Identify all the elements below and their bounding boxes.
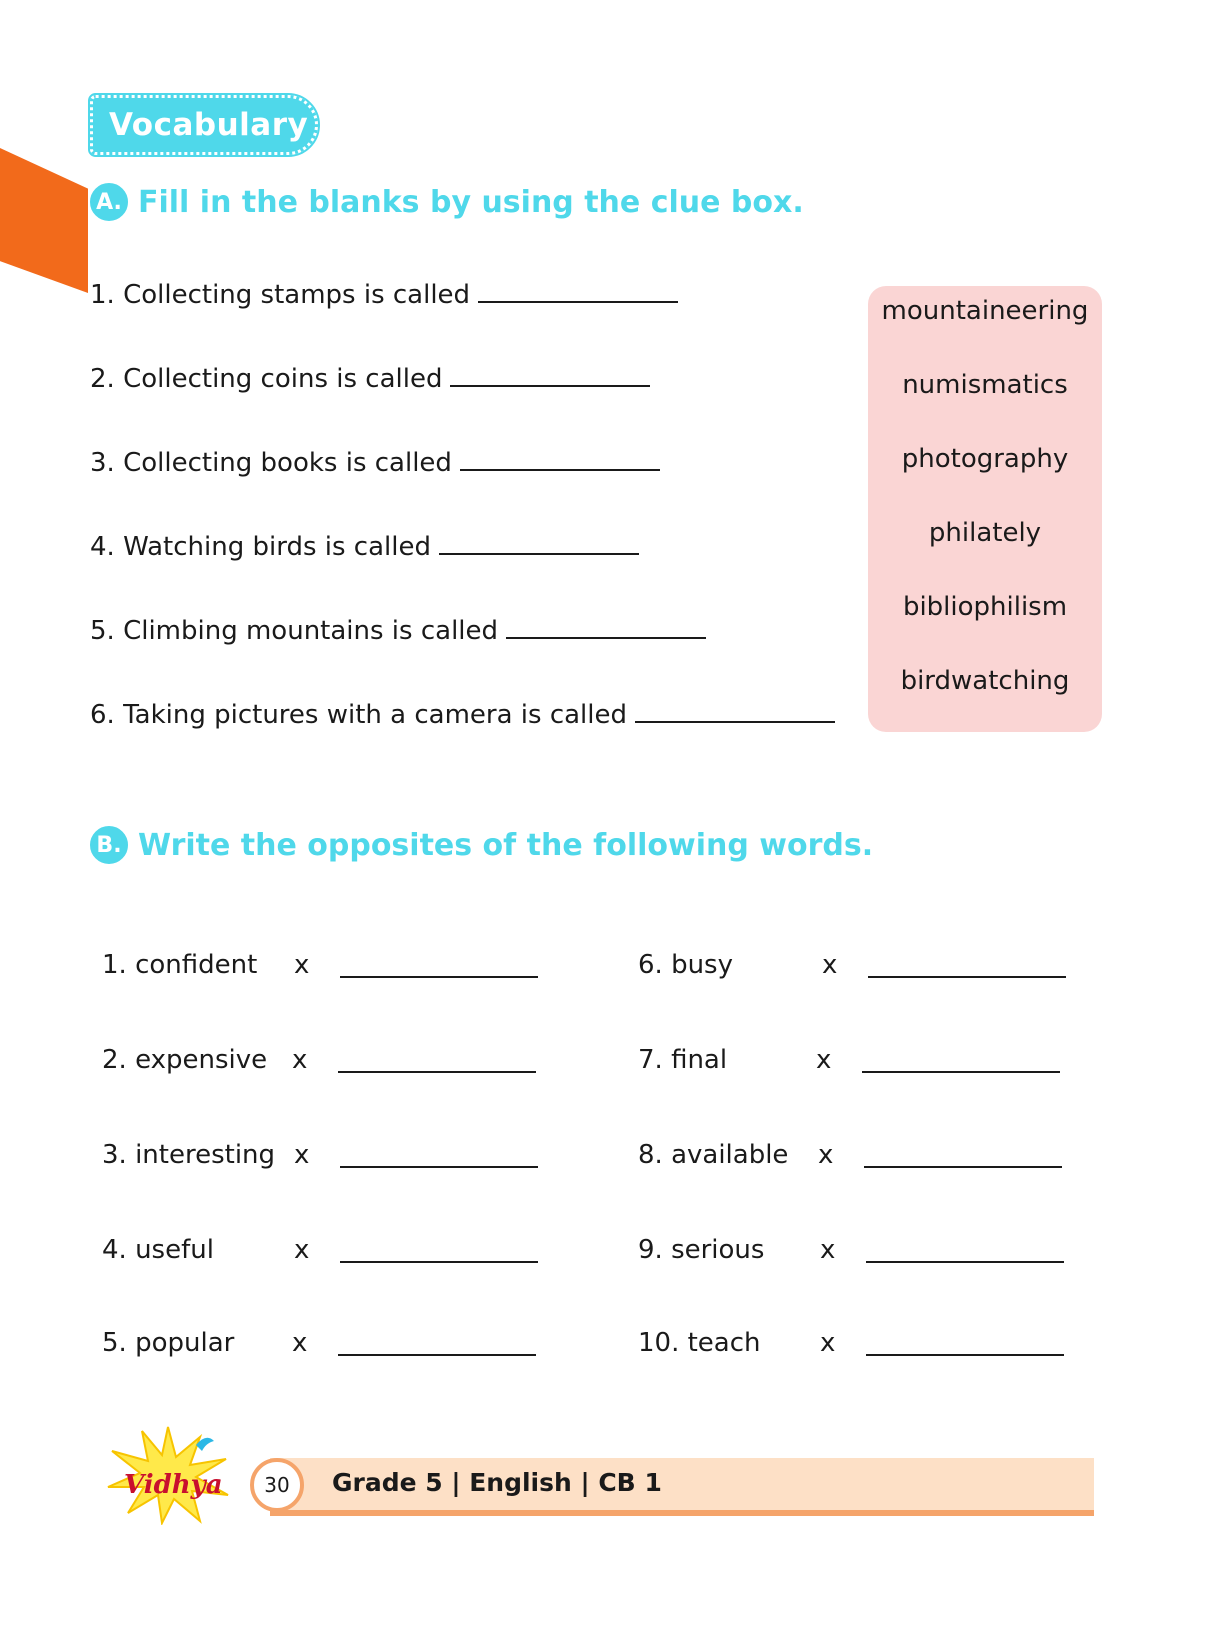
opposite-x: x <box>294 1235 310 1265</box>
answer-blank[interactable] <box>868 976 1066 978</box>
answer-blank[interactable] <box>338 1071 536 1073</box>
section-a-heading <box>90 183 804 221</box>
opposite-x: x <box>820 1235 836 1265</box>
clue-word: bibliophilism <box>902 592 1068 622</box>
vocabulary-label: Vocabulary <box>109 107 309 143</box>
section-b-title: Write the opposites of the following words. <box>138 827 874 863</box>
opposite-x: x <box>820 1328 836 1358</box>
answer-blank[interactable] <box>864 1166 1062 1168</box>
clue-word: mountaineering <box>881 296 1089 326</box>
fill-item-4 <box>90 532 639 562</box>
answer-blank[interactable] <box>340 1166 538 1168</box>
clue-word: photography <box>901 444 1069 474</box>
section-a-title: Fill in the blanks by using the clue box. <box>138 184 804 220</box>
answer-blank[interactable] <box>478 281 678 303</box>
fill-item-6 <box>90 700 835 730</box>
opposite-word: 2. expensive <box>102 1045 268 1075</box>
section-b-heading <box>90 826 873 864</box>
opposite-word: 10. teach <box>638 1328 761 1358</box>
clue-word: philately <box>928 518 1042 548</box>
fill-item-3 <box>90 448 660 478</box>
answer-blank[interactable] <box>866 1261 1064 1263</box>
opposite-word: 6. busy <box>638 950 733 980</box>
opposite-word: 3. interesting <box>102 1140 276 1170</box>
opposite-x: x <box>294 1140 310 1170</box>
opposite-x: x <box>818 1140 834 1170</box>
corner-tab-decoration <box>0 148 88 293</box>
answer-blank[interactable] <box>338 1354 536 1356</box>
opposite-x: x <box>816 1045 832 1075</box>
answer-blank[interactable] <box>439 533 639 555</box>
fill-item-text: 1. Collecting stamps is called <box>90 280 471 310</box>
opposite-x: x <box>292 1328 308 1358</box>
opposite-word: 7. final <box>638 1045 728 1075</box>
opposite-x: x <box>822 950 838 980</box>
fill-item-5 <box>90 616 706 646</box>
clue-word: numismatics <box>902 370 1068 400</box>
opposite-x: x <box>292 1045 308 1075</box>
opposite-word: 1. confident <box>102 950 258 980</box>
footer-text: Grade 5 | English | CB 1 <box>332 1468 662 1497</box>
fill-item-2 <box>90 364 650 394</box>
answer-blank[interactable] <box>862 1071 1060 1073</box>
answer-blank[interactable] <box>340 976 538 978</box>
opposite-word: 9. serious <box>638 1235 765 1265</box>
fill-item-text: 6. Taking pictures with a camera is called <box>90 700 627 730</box>
answer-blank[interactable] <box>450 365 650 387</box>
opposite-word: 5. popular <box>102 1328 235 1358</box>
vocabulary-badge <box>90 95 318 155</box>
answer-blank[interactable] <box>340 1261 538 1263</box>
page-number: 30 <box>250 1458 304 1512</box>
section-b-letter-icon: B. <box>90 826 128 864</box>
fill-item-text: 3. Collecting books is called <box>90 448 452 478</box>
opposite-x: x <box>294 950 310 980</box>
fill-item-text: 5. Climbing mountains is called <box>90 616 499 646</box>
fill-item-1 <box>90 280 678 310</box>
clue-word: birdwatching <box>900 666 1070 696</box>
opposite-word: 4. useful <box>102 1235 214 1265</box>
logo-text: Vidhya <box>124 1470 223 1500</box>
section-a-letter-icon: A. <box>90 183 128 221</box>
opposite-word: 8. available <box>638 1140 789 1170</box>
clue-box <box>868 286 1102 732</box>
fill-item-text: 2. Collecting coins is called <box>90 364 443 394</box>
answer-blank[interactable] <box>506 617 706 639</box>
answer-blank[interactable] <box>635 701 835 723</box>
fill-item-text: 4. Watching birds is called <box>90 532 431 562</box>
answer-blank[interactable] <box>460 449 660 471</box>
answer-blank[interactable] <box>866 1354 1064 1356</box>
